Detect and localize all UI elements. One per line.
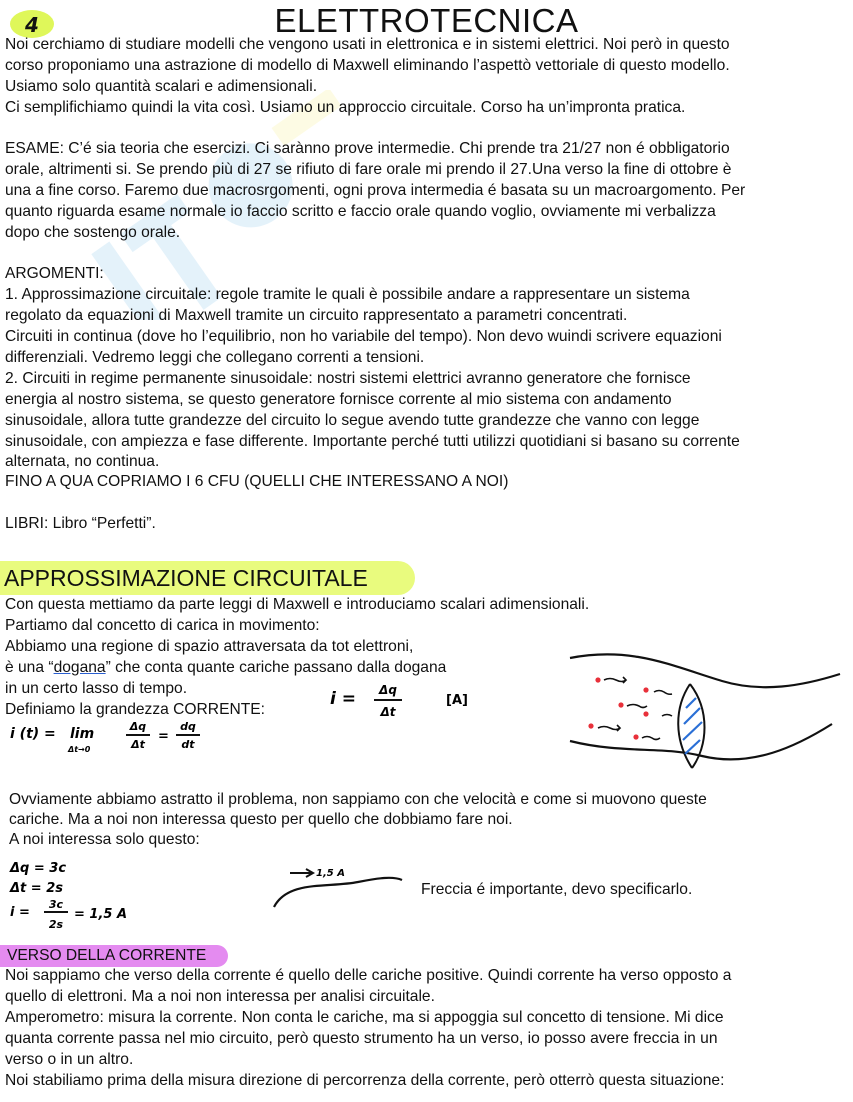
section2-line: quello di elettroni. Ma a noi non interessa per analisi circuitale.: [5, 988, 435, 1005]
svg-text:i (t) =: i (t) =: [10, 726, 56, 742]
svg-text:lim: lim: [70, 726, 95, 742]
section1-line: Definiamo la grandezza CORRENTE:: [5, 701, 265, 718]
intro-line: Ci semplifichiamo quindi la vita così. Usiamo un approccio circuitale. Corso ha un’impronta pratica.: [5, 99, 686, 116]
books-line: LIBRI: Libro “Perfetti”.: [5, 515, 156, 532]
svg-text:Δt = 2s: Δt = 2s: [10, 881, 64, 896]
svg-text:Δq: Δq: [379, 683, 397, 697]
svg-text:Δt: Δt: [131, 738, 145, 751]
topics-line: 1. Approssimazione circuitale: regole tramite le quali è possibile andare a rappresentare un sistema: [5, 286, 690, 303]
section-heading-verso-corrente: VERSO DELLA CORRENTE: [7, 947, 207, 964]
section1-line: Abbiamo una regione di spazio attraversata da tot elettroni,: [5, 638, 414, 655]
topics-heading: ARGOMENTI:: [5, 265, 104, 282]
example-calculation: [8, 858, 158, 938]
exam-line: quanto riguarda esame normale io faccio scritto e faccio orale quando voglio, ovviamente mi verbalizza: [5, 203, 716, 220]
section2-line: verso o in un altro.: [5, 1051, 134, 1068]
exam-line: dopo che sostengo orale.: [5, 224, 181, 241]
section1-line: Partiamo dal concetto di carica in movimento:: [5, 617, 320, 634]
section2-line: Amperometro: misura la corrente. Non conta le cariche, ma si appoggia sul concetto di tensione. Mi dice: [5, 1009, 724, 1026]
svg-text:dt: dt: [181, 738, 195, 751]
section2-line: Noi sappiamo che verso della corrente é quello delle cariche positive. Quindi corrente ha verso opposto a: [5, 967, 732, 984]
section2-line: Noi stabiliamo prima della misura direzione di percorrenza della corrente, però otterrò questa situazione:: [5, 1072, 725, 1089]
page-title: ELETTROTECNICA: [274, 2, 579, 39]
wire-with-current-arrow: [268, 860, 408, 912]
topics-line: 2. Circuiti in regime permanente sinusoidale: nostri sistemi elettrici avranno generatore che fornisce: [5, 370, 691, 387]
topics-line: energia al nostro sistema, se questo generatore fornisce corrente al mio sistema con andamento: [5, 391, 672, 408]
svg-text:2s: 2s: [48, 918, 64, 931]
section2-line: quanta corrente passa nel mio circuito, però questo strumento ha un verso, io posso avere freccia in un: [5, 1030, 718, 1047]
topics-line: alternata, no continua.: [5, 453, 160, 470]
intro-line: corso proponiamo una astrazione di modello di Maxwell eliminando l’aspettò vettoriale di questo modello.: [5, 57, 730, 74]
abstract-line: Ovviamente abbiamo astratto il problema, non sappiamo con che velocità e come si muovono queste: [9, 791, 707, 808]
section1-line: in un certo lasso di tempo.: [5, 680, 188, 697]
svg-text:3c: 3c: [48, 898, 64, 911]
exam-line: ESAME: C’é sia teoria che esercizi. Ci sarànno prove intermedie. Chi prende tra 21/27 non é obbligatorio: [5, 140, 730, 157]
topics-line: differenziali. Vedremo leggi che collegano correnti a tensioni.: [5, 349, 425, 366]
text-fragment: ” che conta quante cariche passano dalla dogana: [105, 659, 447, 676]
svg-text:Δt: Δt: [380, 705, 396, 719]
topics-line: sinusoidale, allora tutte grandezze del circuito lo segue avendo tutte grandezze che vanno con legge: [5, 412, 700, 429]
topics-line: Circuiti in continua (dove ho l’equilibrio, non ho variabile del tempo). Non devo wuindi scrivere equazioni: [5, 328, 722, 345]
section-heading-approssimazione: APPROSSIMAZIONE CIRCUITALE: [4, 565, 368, 591]
dogana-word: dogana: [53, 659, 106, 676]
topics-line: sinusoidale, con ampiezza e fase differente. Importante perché tutti utilizzi quotidiani si basano su corrente: [5, 433, 740, 450]
current-limit-formula: [8, 718, 208, 758]
svg-text:[A]: [A]: [446, 693, 468, 708]
svg-text:Δq: Δq: [129, 720, 147, 733]
section1-line: Con questa mettiamo da parte leggi di Maxwell e introduciamo scalari adimensionali.: [5, 596, 590, 613]
arrow-note: Freccia é importante, devo specificarlo.: [421, 881, 693, 898]
intro-line: Noi cerchiamo di studiare modelli che vengono usati in elettronica e in sistemi elettrici. Noi però in questo: [5, 36, 730, 53]
intro-line: Usiamo solo quantità scalari e adimensionali.: [5, 78, 318, 95]
svg-text:i =: i =: [10, 905, 30, 920]
current-ratio-formula: [328, 676, 488, 724]
topics-line: regolato da equazioni di Maxwell tramite un circuito rappresentato a parametri concentrati.: [5, 307, 628, 324]
text-fragment: è una “: [5, 659, 54, 676]
abstract-line: A noi interessa solo questo:: [9, 831, 200, 848]
charge-flow-tube-drawing: [562, 636, 842, 776]
exam-line: orale, altrimenti si. Se prendo più di 27 se rifiuto di fare orale mi prendo il 27.Una verso la fine di ottobre è: [5, 161, 732, 178]
topics-line: FINO A QUA COPRIAMO I 6 CFU (QUELLI CHE INTERESSANO A NOI): [5, 473, 509, 490]
svg-text:= 1,5 A: = 1,5 A: [74, 907, 128, 922]
exam-line: una a fine corso. Faremo due macrosrgomenti, ogni prova intermedia é basata su un macroargomento. Per: [5, 182, 746, 199]
svg-text:1,5 A: 1,5 A: [316, 868, 345, 879]
page-number: 4: [25, 13, 39, 37]
svg-text:Δq = 3c: Δq = 3c: [10, 861, 67, 876]
svg-text:i =: i =: [330, 689, 356, 709]
svg-text:Δt→0: Δt→0: [68, 745, 91, 754]
abstract-line: cariche. Ma a noi non interessa questo per quello che dobbiamo fare noi.: [9, 811, 513, 828]
svg-text:dq: dq: [180, 720, 196, 733]
svg-text:=: =: [158, 729, 169, 744]
